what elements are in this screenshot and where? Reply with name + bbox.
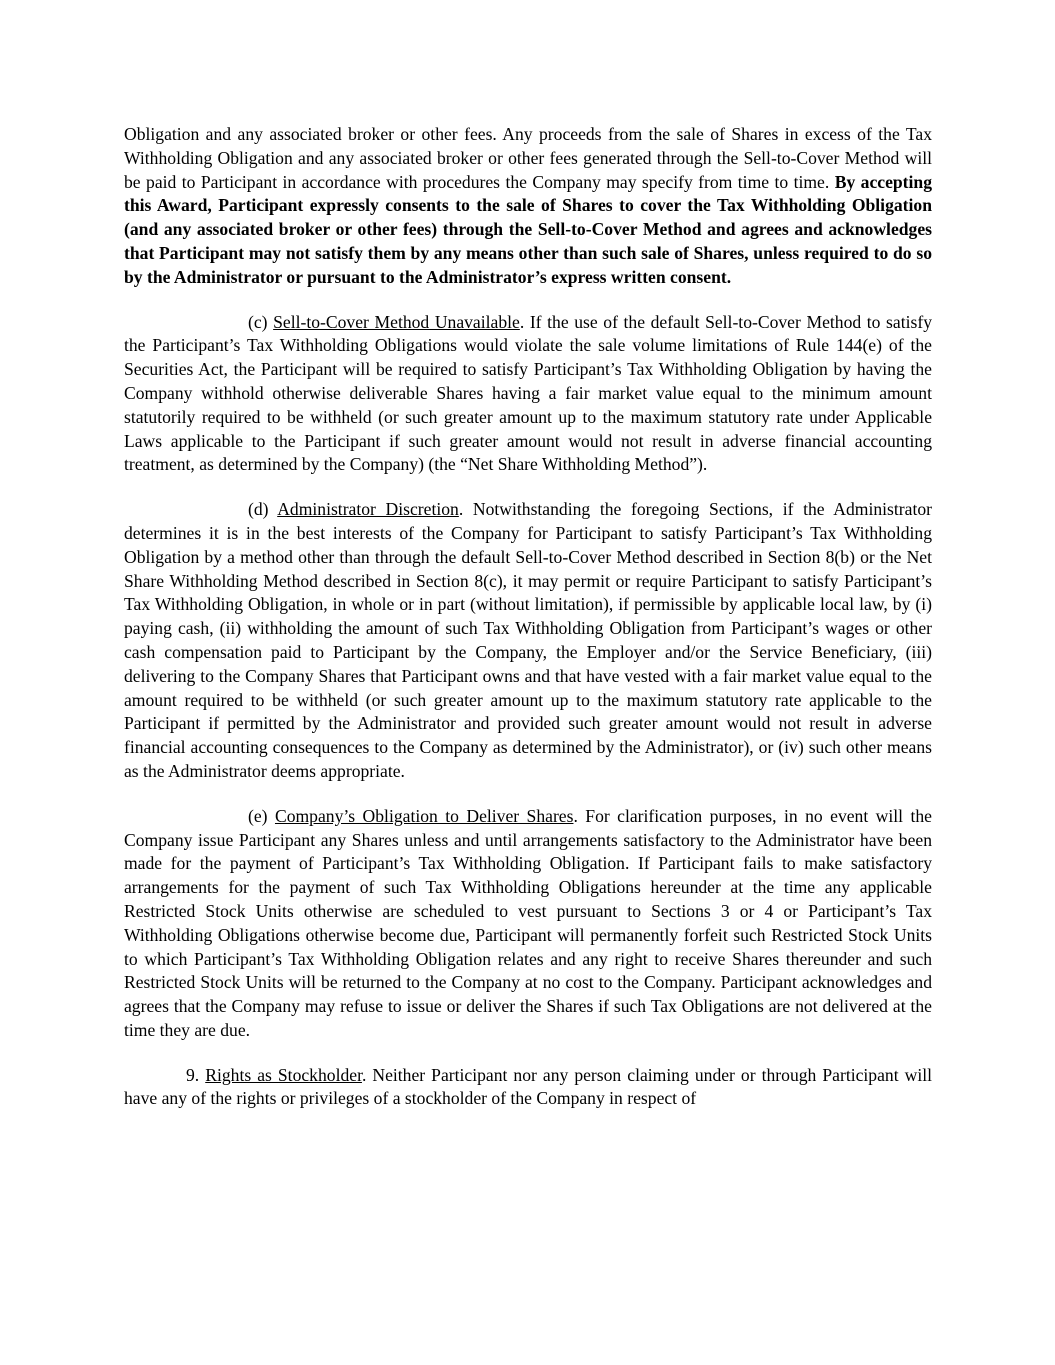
section-8d-paragraph	[124, 498, 932, 784]
section-8c-heading: Sell-to-Cover Method Unavailable	[273, 311, 520, 332]
section-8e-paragraph	[124, 805, 932, 1043]
document-page	[124, 123, 932, 1132]
section-8d-body: . Notwithstanding the foregoing Sections, if the Administrator determines it is in the best interests of the Company for Participant to satisfy Participant’s Tax Withholding Obligation by a method other than through the default Sell-to-Cover Method described in Section 8(b) or the Net Share Withholding Method described in Section 8(c), it may permit or require Participant to satisfy Participant’s Tax Withholding Obligation, in whole or in part (without limitation), if permissible by applicable local law, by (i) paying cash, (ii) withholding the amount of such Tax Withholding Obligation from Participant’s wages or other cash compensation paid to Participant by the Company, the Employer and/or the Service Beneficiary, (iii) delivering to the Company Shares that Participant owns and that have vested with a fair market value equal to the amount required to be withheld (or such greater amount up to the maximum statutory rate applicable to the Participant if permitted by the Administrator and provided such greater amount would not result in adverse financial accounting consequences to the Company as determined by the Administrator), or (iv) such other means as the Administrator deems appropriate.	[124, 499, 932, 781]
section-9-body: . Neither Participant nor any person claiming under or through Participant will have any of the rights or privileges of a stockholder of the Company in respect of	[124, 1064, 932, 1109]
paragraph-withholding-continued	[124, 123, 932, 290]
section-8d-label: (d)	[248, 499, 278, 520]
section-9-heading: Rights as Stockholder	[205, 1064, 362, 1085]
section-9-paragraph	[124, 1064, 932, 1112]
section-8d-heading: Administrator Discretion	[277, 499, 459, 520]
paragraph-text: Obligation and any associated broker or other fees. Any proceeds from the sale of Shares in excess of the Tax Withholding Obligation and any associated broker or other fees generated through the Sell-to-Cover Method will be paid to Participant in accordance with procedures the Company may specify from time to time.	[124, 124, 932, 192]
section-8c-body: . If the use of the default Sell-to-Cover Method to satisfy the Participant’s Tax Withholding Obligations would violate the sale volume limitations of Rule 144(e) of the Securities Act, the Participant will be required to satisfy Participant’s Tax Withholding Obligation by having the Company withhold otherwise deliverable Shares having a fair market value equal to the minimum amount statutorily required to be withheld (or such greater amount up to the maximum statutory rate under Applicable Laws applicable to the Participant if such greater amount would not result in adverse financial accounting treatment, as determined by the Company) (the “Net Share Withholding Method”).	[124, 311, 932, 475]
section-8e-heading: Company’s Obligation to Deliver Shares	[274, 805, 574, 826]
section-8c-label: (c)	[248, 311, 274, 332]
section-9-label: 9.	[186, 1064, 206, 1085]
section-8c-paragraph	[124, 311, 932, 478]
section-8e-body: . For clarification purposes, in no event will the Company issue Participant any Shares unless and until arrangements satisfactory to the Administrator have been made for the payment of Participant’s Tax Withholding Obligation. If Participant fails to make satisfactory arrangements for the payment of such Tax Withholding Obligations hereunder at the time any applicable Restricted Stock Units otherwise are scheduled to vest pursuant to Sections 3 or 4 or Participant’s Tax Withholding Obligations otherwise become due, Participant will permanently forfeit such Restricted Stock Units to which Participant’s Tax Withholding Obligation relates and any right to receive Shares thereunder and such Restricted Stock Units will be returned to the Company at no cost to the Company. Participant acknowledges and agrees that the Company may refuse to issue or deliver the Shares if such Tax Obligations are not delivered at the time they are due.	[124, 805, 932, 1040]
section-8e-label: (e)	[248, 805, 275, 826]
consent-bold-text: By accepting this Award, Participant expressly consents to the sale of Shares to cover the Tax Withholding Obligation (and any associated broker or other fees) through the Sell-to-Cover Method and agrees and acknowledges that Participant may not satisfy them by any means other than such sale of Shares, unless required to do so by the Administrator or pursuant to the Administrator’s express written consent.	[124, 171, 932, 287]
